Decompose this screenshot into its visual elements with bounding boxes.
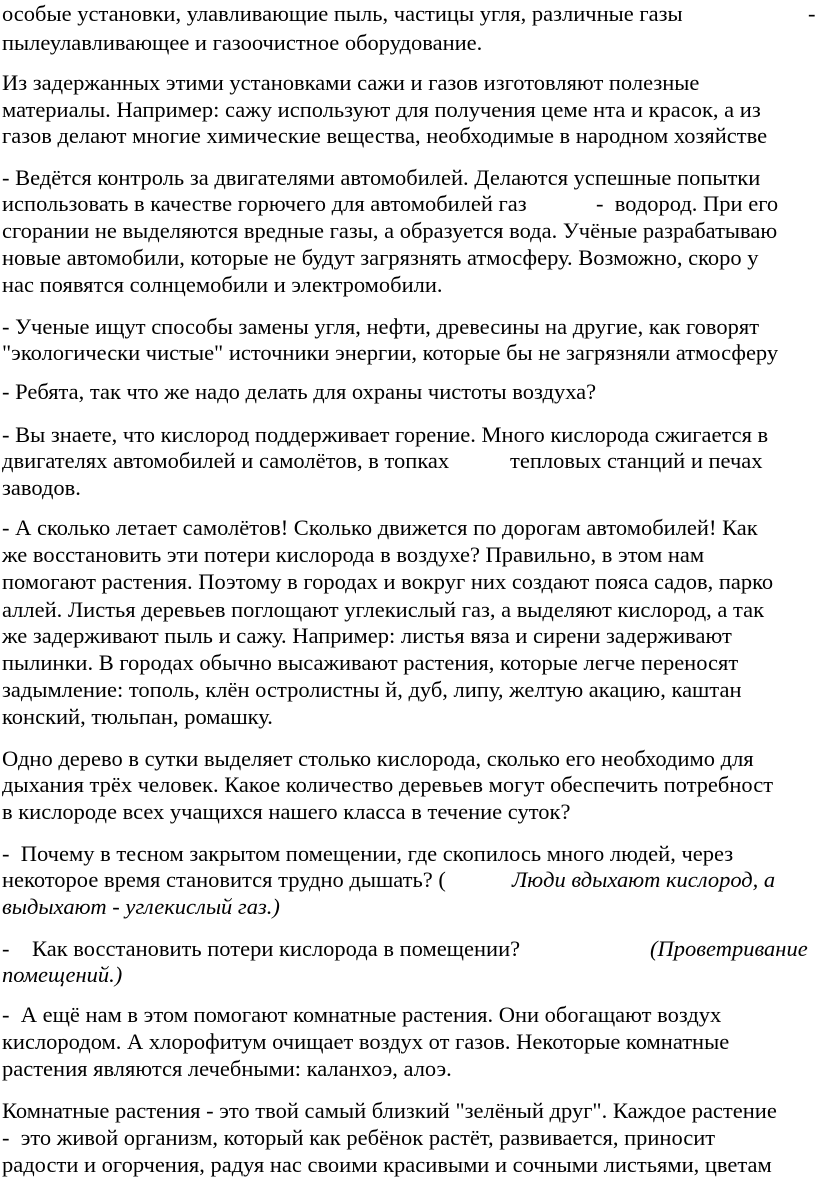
text-line: Комнатные растения - это твой самый близкий "зелёный друг". Каждое растение: [2, 1098, 777, 1123]
answer-italic: Люди вдыхают кислород, а: [512, 867, 776, 892]
text-line: газов делают многие химические вещества, необходимые в народном хозяйстве: [2, 123, 768, 148]
text-line: - Ведётся контроль за двигателями автомобилей. Делаются успешные попытки: [2, 165, 761, 190]
text-line: "экологически чистые" источники энергии, которые бы не загрязняли атмосферу: [2, 340, 779, 365]
answer-italic: (Проветривание: [650, 936, 808, 961]
text-line: - это живой организм, который как ребёнок растёт, развивается, приносит: [2, 1125, 716, 1150]
text-line: пылинки. В городах обычно высаживают растения, которые легче переносят: [2, 650, 739, 675]
text-line: использовать в качестве горючего для автомобилей газ: [2, 191, 527, 216]
answer-italic: выдыхают - углекислый газ.): [2, 894, 280, 919]
text-line: пылеулавливающее и газоочистное оборудование.: [2, 30, 483, 55]
text-line: же задерживают пыль и сажу. Например: листья вяза и сирени задерживают: [2, 623, 732, 648]
text-line: - Ученые ищут способы замены угля, нефти, древесины на другие, как говорят: [2, 314, 760, 339]
text-line: растения являются лечебными: каланхоэ, алоэ.: [2, 1056, 452, 1081]
text-line: в кислороде всех учащихся нашего класса в течение суток?: [2, 799, 571, 824]
text-line: - Как восстановить потери кислорода в помещении?: [2, 936, 521, 961]
text-line: материалы. Например: сажу используют для получения цеме нта и красок, а из: [2, 97, 761, 122]
text-line: - А ещё нам в этом помогают комнатные растения. Они обогащают воздух: [2, 1002, 722, 1027]
text-line: заводов.: [2, 475, 81, 500]
text-line: конский, тюльпан, ромашку.: [2, 704, 273, 729]
text-line: задымление: тополь, клён остролистны й, дуб, липу, желтую акацию, каштан: [2, 677, 742, 702]
text-fragment: - водород. При его: [596, 191, 779, 216]
text-line: аллей. Листья деревьев поглощают углекислый газ, а выделяют кислород, а так: [2, 597, 765, 622]
text-line: - Вы знаете, что кислород поддерживает горение. Много кислорода сжигается в: [2, 422, 769, 447]
text-line: некоторое время становится трудно дышать? (: [2, 867, 446, 892]
text-line: Из задержанных этими установками сажи и газов изготовляют полезные: [2, 70, 700, 95]
answer-italic: помещений.): [2, 962, 123, 987]
text-line: помогают растения. Поэтому в городах и вокруг них создают пояса садов, парко: [2, 569, 774, 594]
text-line: - Ребята, так что же надо делать для охраны чистоты воздуха?: [2, 379, 597, 404]
text-line: Одно дерево в сутки выделяет столько кислорода, сколько его необходимо для: [2, 746, 754, 771]
text-line: сгорании не выделяются вредные газы, а образуется вода. Учёные разрабатываю: [2, 218, 778, 243]
text-line: особые установки, улавливающие пыль, частицы угля, различные газы: [2, 1, 683, 26]
text-line: нас появятся солнцемобили и электромобили.: [2, 272, 443, 297]
text-line: дыхания трёх человек. Какое количество деревьев могут обеспечить потребност: [2, 772, 774, 797]
text-fragment: тепловых станций и печах: [510, 448, 763, 473]
text-line: двигателях автомобилей и самолётов, в топках: [2, 448, 450, 473]
text-dash: -: [808, 1, 816, 26]
text-line: - А сколько летает самолётов! Сколько движется по дорогам автомобилей! Как: [2, 515, 758, 540]
text-line: новые автомобили, которые не будут загрязнять атмосферу. Возможно, скоро у: [2, 245, 759, 270]
text-line: кислородом. А хлорофитум очищает воздух от газов. Некоторые комнатные: [2, 1029, 730, 1054]
text-line: - Почему в тесном закрытом помещении, где скопилось много людей, через: [2, 841, 734, 866]
text-line: радости и огорчения, радуя нас своими красивыми и сочными листьями, цветам: [2, 1152, 772, 1177]
text-line: же восстановить эти потери кислорода в воздухе? Правильно, в этом нам: [2, 542, 705, 567]
